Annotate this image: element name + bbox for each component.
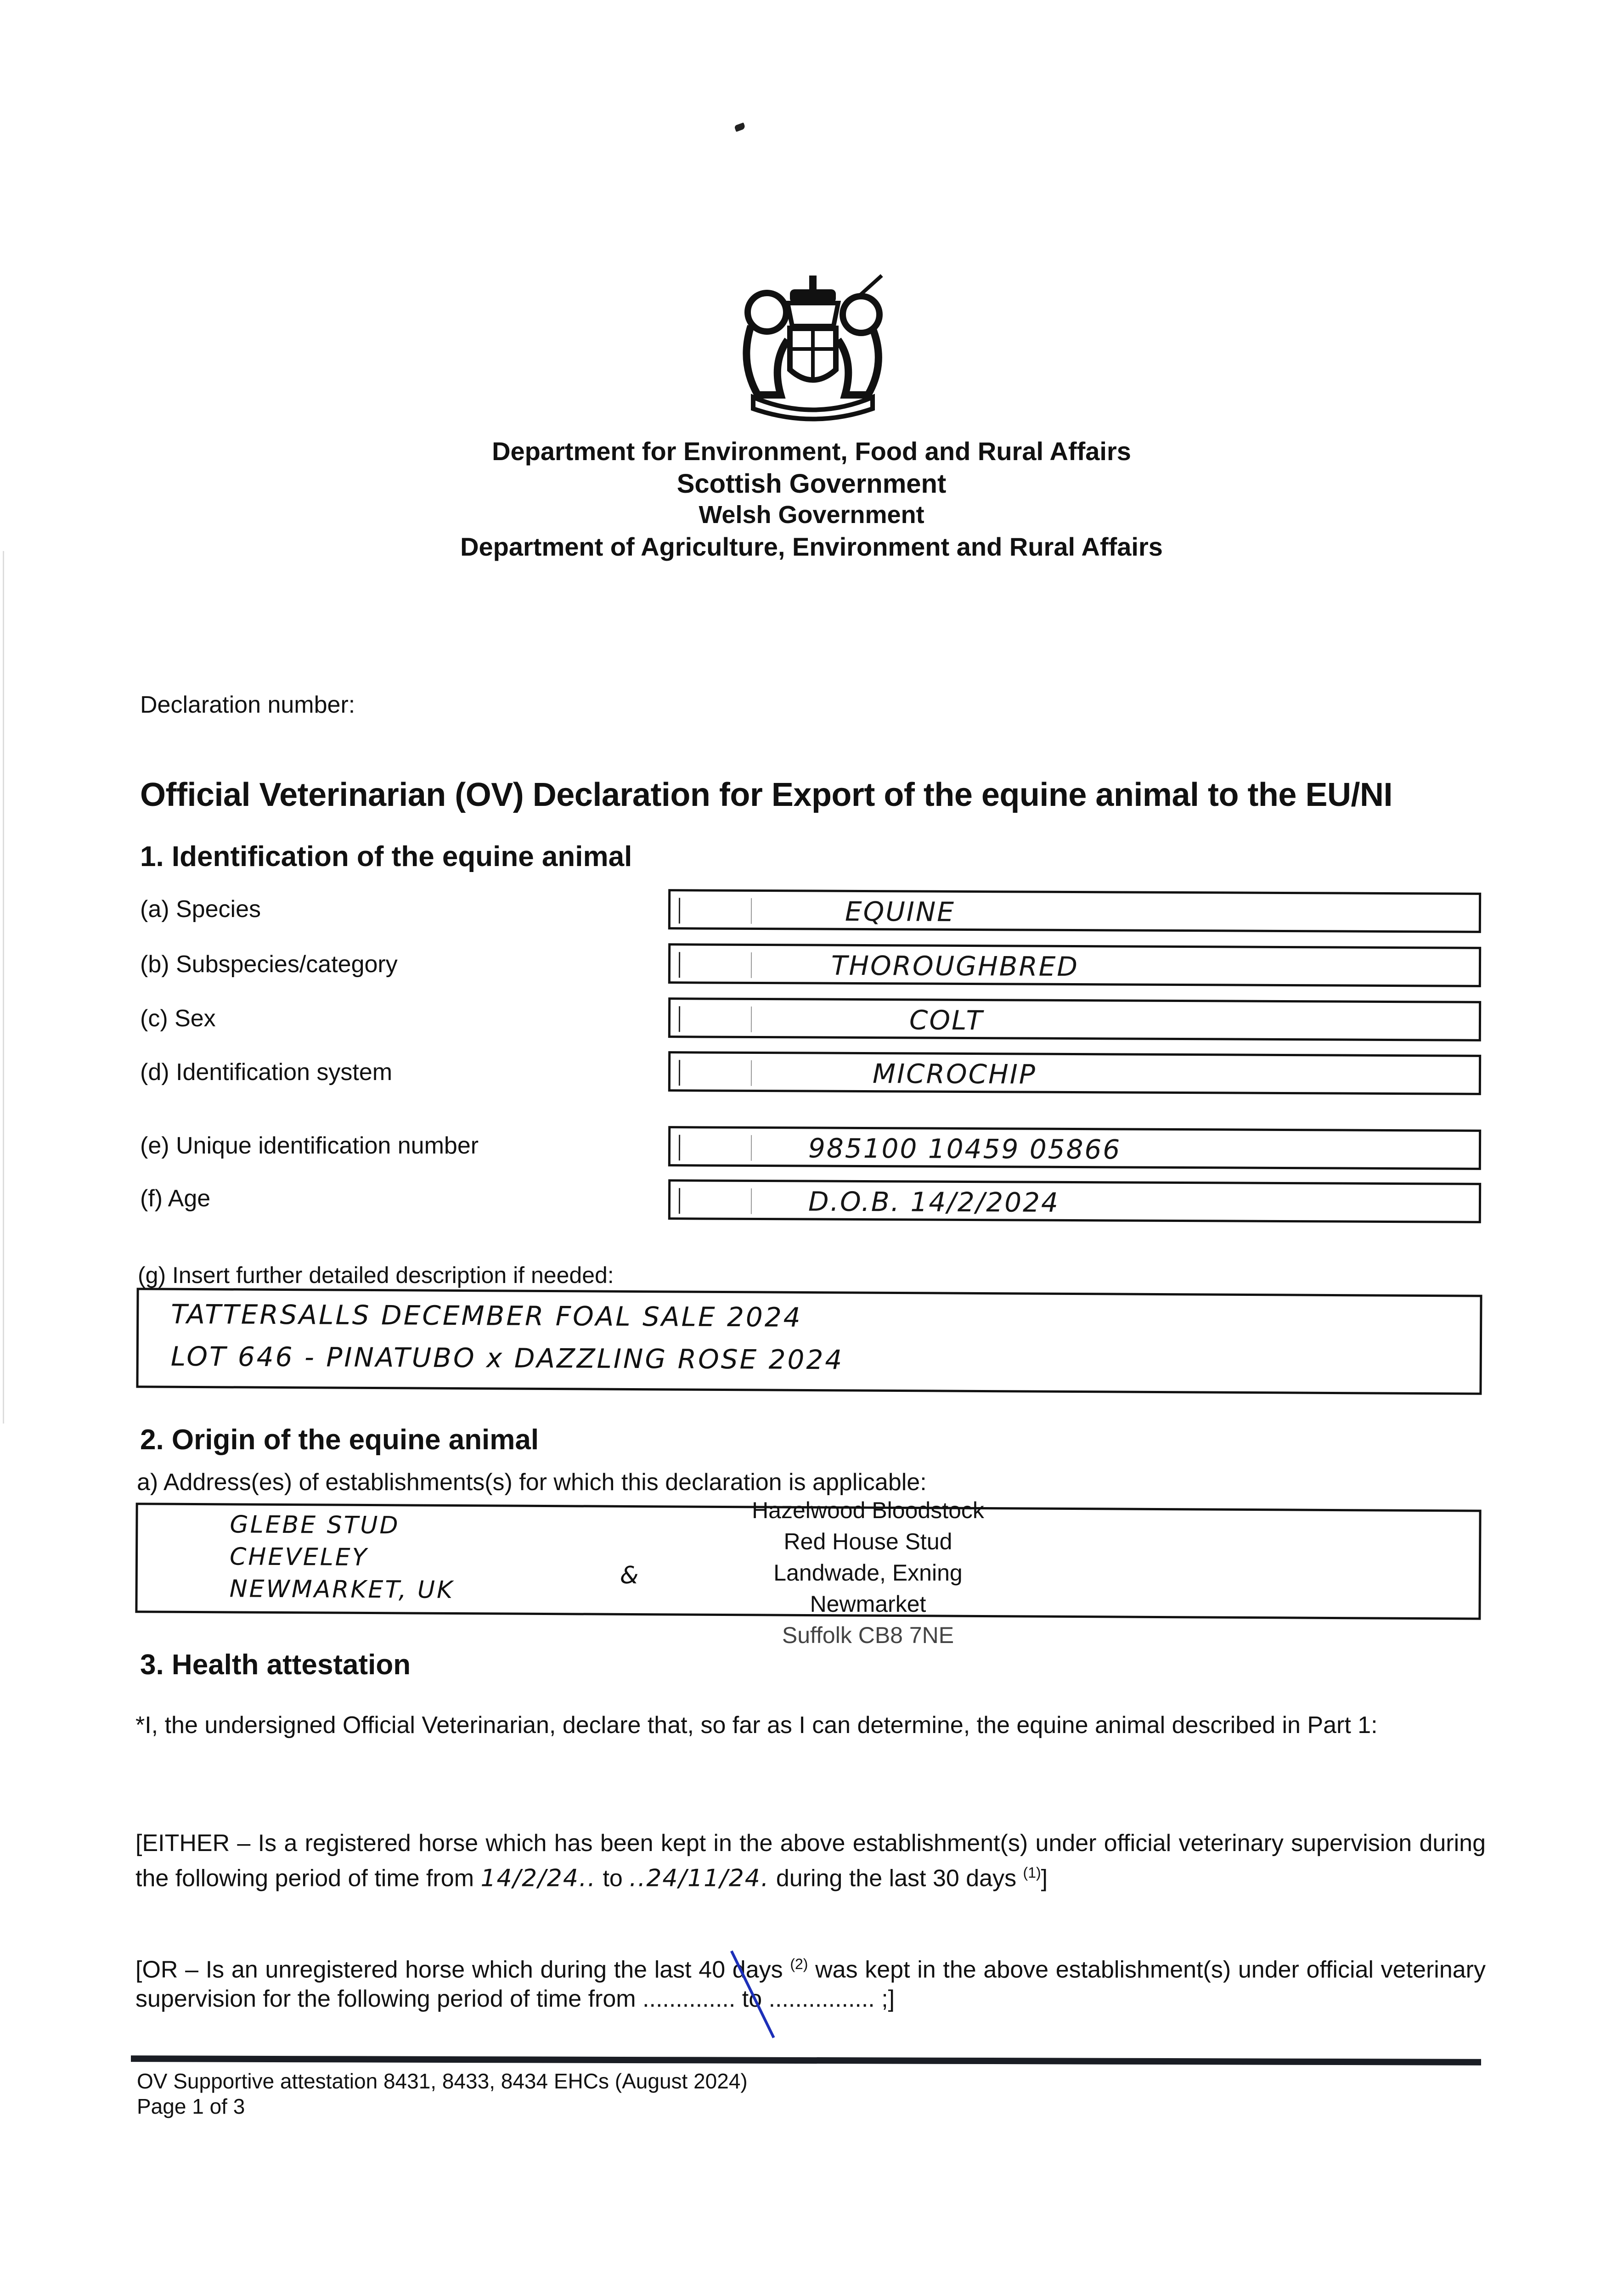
either-from-date[interactable]: 14/2/24..	[480, 1864, 596, 1892]
description-line-2: LOT 646 - PINATUBO x DAZZLING ROSE 2024	[170, 1340, 844, 1376]
stamp-line-2: Red House Stud	[783, 1529, 952, 1554]
page-number: Page 1 of 3	[137, 2094, 245, 2118]
section-2-heading: 2. Origin of the equine animal	[140, 1424, 539, 1456]
address-label: a) Address(es) of establishments(s) for which this declaration is applicable:	[137, 1469, 927, 1496]
description-field[interactable]	[136, 1288, 1482, 1395]
description-label: (g) Insert further detailed description if needed:	[138, 1262, 614, 1288]
handwritten-address-line-1: GLEBE STUD	[230, 1511, 400, 1540]
subspecies-field[interactable]	[668, 943, 1481, 987]
species-field[interactable]	[668, 889, 1481, 933]
section-3-heading: 3. Health attestation	[140, 1649, 411, 1681]
handwritten-address-line-2: CHEVELEY	[229, 1543, 369, 1571]
stamp-line-4: Newmarket	[810, 1591, 926, 1617]
ampersand-connector: &	[620, 1561, 641, 1590]
org-daera: Department of Agriculture, Environment and Rural Affairs	[460, 532, 1163, 561]
scan-edge	[3, 551, 4, 1424]
species-label: (a) Species	[140, 896, 261, 923]
age-label: (f) Age	[140, 1185, 211, 1212]
uin-label: (e) Unique identification number	[140, 1132, 479, 1159]
uin-field[interactable]	[668, 1126, 1481, 1170]
page-title: Official Veterinarian (OV) Declaration for Export of the equine animal to the EU/NI	[140, 777, 1392, 813]
stamp-line-3: Landwade, Exning	[773, 1560, 963, 1586]
attestation-intro: *I, the undersigned Official Veterinarian, declare that, so far as I can determine, the equine animal described in Part 1:	[135, 1712, 1378, 1739]
id-system-value: MICROCHIP	[872, 1058, 1037, 1090]
footnote-1: (1)	[1023, 1864, 1041, 1881]
sex-value: COLT	[909, 1004, 984, 1036]
footer-reference: OV Supportive attestation 8431, 8433, 8434 EHCs (August 2024)	[137, 2069, 748, 2093]
age-field[interactable]	[668, 1179, 1481, 1223]
royal-coat-of-arms-icon	[726, 271, 900, 422]
footnote-2: (2)	[790, 1956, 808, 1972]
or-clause: [OR – Is an unregistered horse which during the last 40 days $^{(2)}$ was kept in the above establishment(s) under official veterinary supervision for the following period of time from .............. to ................ ;]	[135, 1956, 1486, 2013]
declaration-number-label: Declaration number:	[140, 692, 355, 718]
sex-field[interactable]	[668, 997, 1481, 1041]
subspecies-value: THOROUGHBRED	[831, 950, 1079, 983]
id-system-label: (d) Identification system	[140, 1059, 393, 1086]
description-line-1: TATTERSALLS DECEMBER FOAL SALE 2024	[171, 1298, 802, 1333]
subspecies-label: (b) Subspecies/category	[140, 951, 398, 978]
age-value: D.O.B. 14/2/2024	[808, 1186, 1060, 1218]
species-value: EQUINE	[845, 895, 956, 928]
org-defra: Department for Environment, Food and Rural Affairs	[492, 437, 1131, 466]
stamp-line-1: Hazelwood Bloodstock	[752, 1497, 984, 1523]
either-clause: [EITHER – Is a registered horse which has been kept in the above establishment(s) under official veterinary supervision during the following period of time from 14/2/24.. to ..24/11/24. during the last 30 days $^{(1)}$]	[135, 1830, 1486, 1892]
footer-divider	[131, 2055, 1481, 2065]
handwritten-address-line-3: NEWMARKET, UK	[229, 1575, 455, 1604]
either-to-date[interactable]: ..24/11/24.	[629, 1864, 770, 1892]
stamp-line-5: Suffolk CB8 7NE	[782, 1622, 954, 1648]
section-1-heading: 1. Identification of the equine animal	[140, 841, 632, 872]
uin-value: 985100 10459 05866	[808, 1132, 1121, 1165]
org-welsh-gov: Welsh Government	[699, 501, 924, 529]
scan-mark	[734, 123, 745, 132]
org-scottish-gov: Scottish Government	[676, 469, 947, 499]
sex-label: (c) Sex	[140, 1005, 216, 1032]
id-system-field[interactable]	[668, 1051, 1481, 1095]
